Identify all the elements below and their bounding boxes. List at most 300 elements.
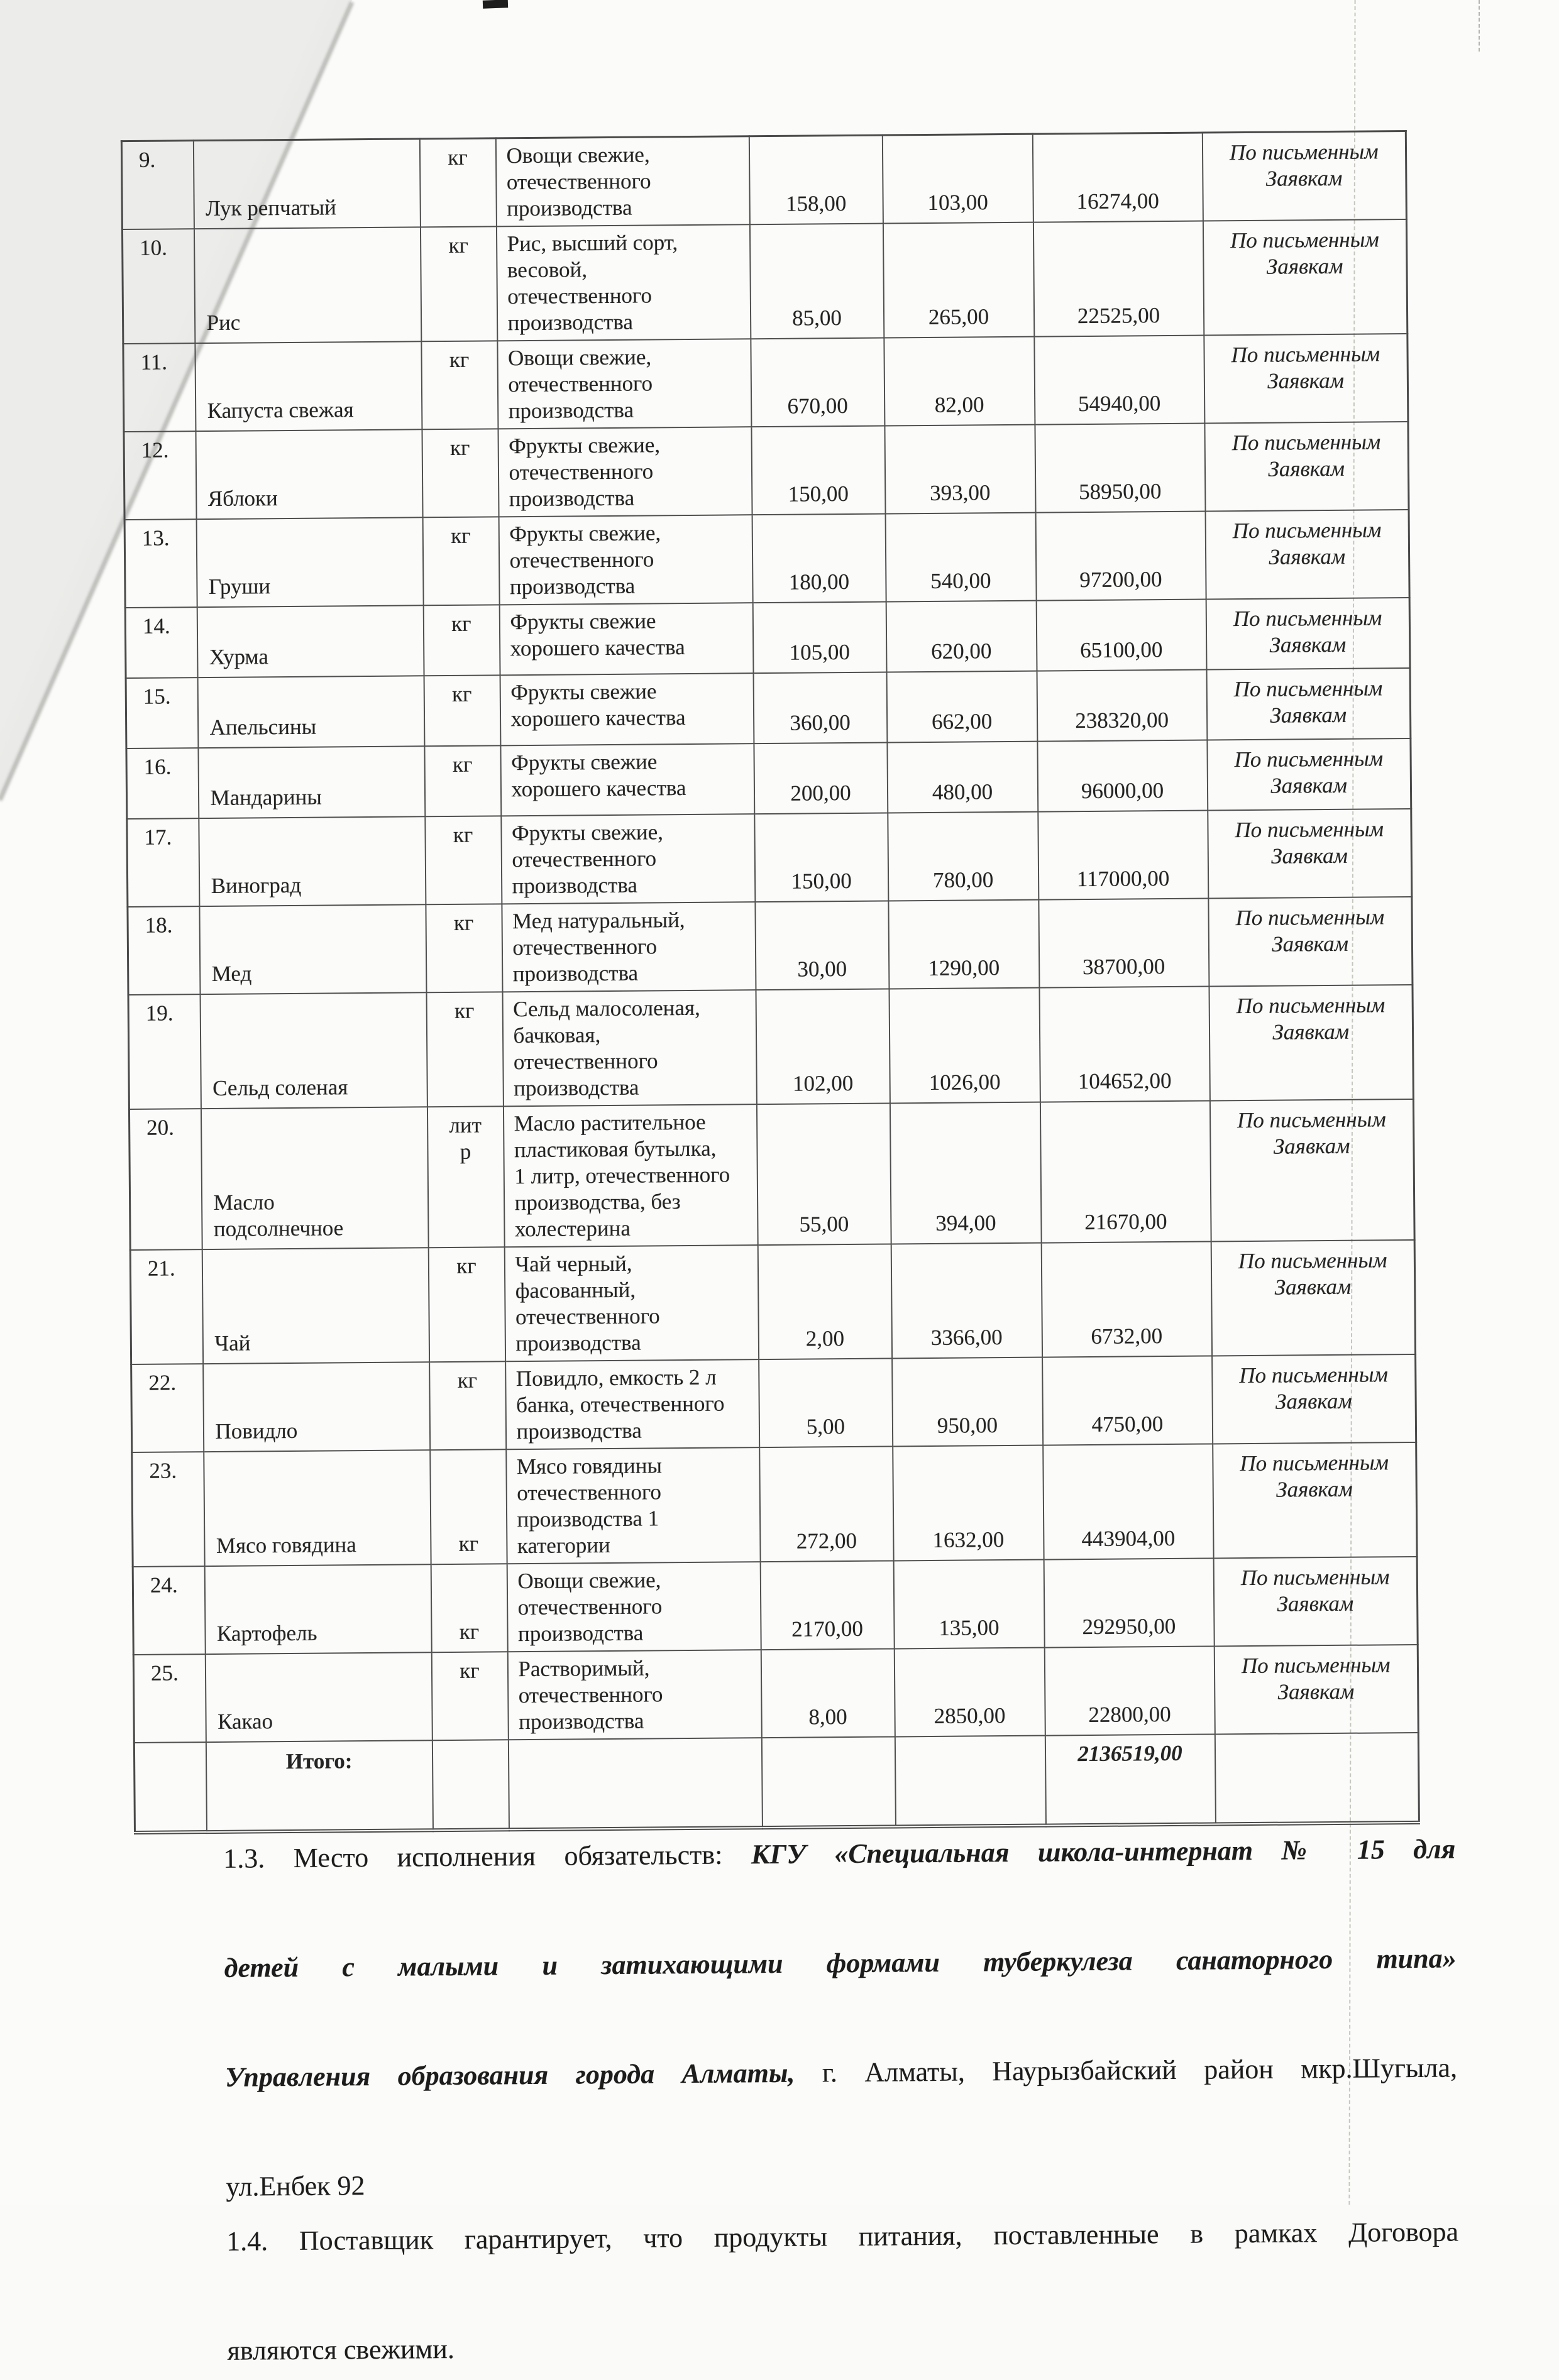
unit-cell bbox=[425, 816, 502, 904]
item-qty: 150,00 bbox=[788, 481, 849, 507]
note-line-2: Заявкам bbox=[1272, 1019, 1350, 1045]
para-line bbox=[224, 1931, 1457, 2049]
row-number: 21. bbox=[147, 1256, 175, 1281]
item-desc bbox=[506, 141, 745, 222]
desc-cell bbox=[505, 1359, 759, 1449]
item-name-cell bbox=[204, 1564, 431, 1654]
sum-cell bbox=[1042, 1356, 1213, 1445]
total-empty-note bbox=[1215, 1733, 1419, 1824]
item-name: Хурма bbox=[209, 644, 269, 669]
item-qty: 30,00 bbox=[797, 957, 847, 982]
unit-cell bbox=[430, 1449, 507, 1564]
desc-line: производства bbox=[507, 195, 632, 221]
item-qty: 670,00 bbox=[787, 393, 848, 419]
desc-cell bbox=[497, 339, 751, 429]
para-line bbox=[223, 1821, 1456, 1940]
clause-1-4 bbox=[226, 2204, 1460, 2377]
note-line-2: Заявкам bbox=[1265, 165, 1343, 191]
desc-line: производства, без bbox=[514, 1189, 681, 1215]
note-line-1: По письменным bbox=[1240, 1564, 1390, 1591]
note-line-2: Заявкам bbox=[1268, 456, 1345, 481]
item-unit: кг bbox=[448, 145, 468, 170]
desc-line: банка, отечественного bbox=[516, 1391, 725, 1418]
qty-cell bbox=[760, 1560, 894, 1650]
sum-cell bbox=[1038, 811, 1208, 900]
sum-cell bbox=[1034, 336, 1204, 425]
desc-line: Фрукты свежие, bbox=[509, 520, 661, 547]
item-name: Масло подсолнечное bbox=[213, 1190, 344, 1241]
row-number: 16. bbox=[143, 754, 172, 779]
qty-cell bbox=[754, 743, 888, 814]
item-desc bbox=[510, 607, 749, 662]
total-empty-qty bbox=[761, 1736, 895, 1828]
item-price: 620,00 bbox=[930, 639, 992, 664]
text-segment: являются свежими. bbox=[227, 2333, 455, 2366]
item-desc bbox=[511, 748, 750, 803]
row-number: 10. bbox=[140, 235, 168, 260]
item-name: Яблоки bbox=[207, 486, 278, 511]
item-qty: 2,00 bbox=[805, 1326, 845, 1351]
unit-cell bbox=[420, 226, 497, 341]
item-price: 2850,00 bbox=[934, 1703, 1006, 1728]
note-line-1: По письменным bbox=[1236, 992, 1385, 1019]
item-name-cell bbox=[204, 1450, 431, 1566]
desc-cell bbox=[503, 1104, 757, 1247]
note-line-2: Заявкам bbox=[1277, 1591, 1354, 1616]
row-number: 14. bbox=[142, 613, 170, 639]
item-price: 103,00 bbox=[927, 190, 988, 215]
qty-cell bbox=[751, 338, 884, 427]
item-unit: кг bbox=[448, 233, 469, 258]
note-cell bbox=[1204, 334, 1408, 424]
note-cell bbox=[1208, 809, 1412, 899]
item-desc bbox=[516, 1364, 755, 1445]
unit-cell bbox=[419, 138, 496, 227]
item-name: Повидло bbox=[215, 1418, 298, 1444]
desc-cell bbox=[507, 1562, 761, 1652]
table-row bbox=[128, 985, 1413, 1109]
item-name-cell bbox=[205, 1652, 432, 1742]
row-number-cell bbox=[126, 748, 199, 819]
note-cell bbox=[1203, 219, 1407, 336]
desc-line: производства bbox=[508, 397, 634, 424]
table-row bbox=[132, 1442, 1417, 1567]
item-name: Капуста свежая bbox=[207, 397, 354, 423]
item-name: Чай bbox=[214, 1330, 251, 1356]
unit-cell bbox=[423, 605, 500, 676]
item-name-cell bbox=[193, 139, 420, 229]
desc-line: производства bbox=[512, 960, 639, 987]
note-line-1: По письменным bbox=[1231, 341, 1380, 368]
table-row bbox=[131, 1354, 1416, 1452]
item-sum: 6732,00 bbox=[1091, 1324, 1163, 1349]
item-qty: 360,00 bbox=[790, 710, 851, 735]
unit-cell bbox=[429, 1361, 506, 1450]
item-sum: 21670,00 bbox=[1084, 1209, 1167, 1235]
desc-line: отечественного bbox=[509, 547, 654, 573]
desc-line: отечественного bbox=[513, 1048, 658, 1075]
sum-cell bbox=[1044, 1646, 1215, 1735]
item-desc bbox=[509, 431, 747, 512]
row-number-cell bbox=[123, 343, 196, 432]
desc-line: производства bbox=[517, 1620, 644, 1647]
note-line-2: Заявкам bbox=[1270, 702, 1347, 728]
item-desc bbox=[517, 1452, 756, 1559]
item-price: 3366,00 bbox=[930, 1325, 1003, 1350]
item-qty: 200,00 bbox=[790, 780, 851, 806]
unit-cell bbox=[431, 1564, 507, 1652]
desc-line: Овощи свежие, bbox=[507, 344, 652, 371]
row-number-cell bbox=[126, 677, 198, 749]
item-desc bbox=[513, 994, 752, 1102]
table-row bbox=[124, 510, 1409, 608]
sum-cell bbox=[1037, 670, 1207, 742]
text-segment: 1.3. Место исполнения обязательств: bbox=[223, 1839, 752, 1874]
desc-cell bbox=[500, 743, 754, 816]
qty-cell bbox=[753, 672, 887, 744]
item-name-cell bbox=[199, 904, 426, 994]
item-name-cell bbox=[197, 605, 424, 677]
row-number: 15. bbox=[143, 684, 171, 709]
desc-cell bbox=[507, 1650, 761, 1740]
desc-line: отечественного bbox=[508, 371, 653, 397]
desc-line: отечественного bbox=[512, 934, 658, 960]
item-qty: 158,00 bbox=[785, 191, 847, 216]
table-row bbox=[124, 422, 1409, 520]
price-cell bbox=[883, 222, 1033, 338]
item-qty: 2170,00 bbox=[791, 1616, 864, 1642]
row-number: 24. bbox=[150, 1572, 178, 1598]
total-empty-num bbox=[134, 1742, 206, 1833]
note-line-1: По письменным bbox=[1239, 1362, 1389, 1388]
note-line-1: По письменным bbox=[1233, 676, 1383, 702]
desc-line: пластиковая бутылка, bbox=[514, 1136, 717, 1163]
total-sum: 2136519,00 bbox=[1077, 1740, 1182, 1767]
item-name: Мясо говядина bbox=[216, 1532, 357, 1558]
note-line-1: По письменным bbox=[1235, 904, 1385, 931]
note-line-2: Заявкам bbox=[1277, 1679, 1355, 1704]
note-line-2: Заявкам bbox=[1275, 1388, 1352, 1414]
desc-line: отечественного bbox=[509, 459, 654, 485]
unit-cell bbox=[421, 341, 498, 429]
item-name: Картофель bbox=[216, 1620, 317, 1646]
item-qty: 150,00 bbox=[791, 868, 852, 894]
item-name: Мандарины bbox=[210, 784, 322, 810]
item-price: 950,00 bbox=[937, 1413, 998, 1438]
row-number-cell bbox=[133, 1654, 206, 1743]
unit-cell bbox=[426, 904, 502, 992]
item-name-cell bbox=[196, 517, 423, 607]
unit-cell bbox=[427, 1106, 504, 1248]
note-line-2: Заявкам bbox=[1270, 772, 1348, 798]
total-empty-desc bbox=[508, 1738, 762, 1829]
note-cell bbox=[1208, 897, 1413, 987]
sum-cell bbox=[1035, 424, 1205, 513]
qty-cell bbox=[757, 1244, 891, 1359]
note-line-2: Заявкам bbox=[1266, 253, 1343, 279]
price-cell bbox=[893, 1560, 1044, 1649]
row-number-cell bbox=[130, 1249, 202, 1364]
total-label: Итого: bbox=[285, 1748, 353, 1774]
sum-cell bbox=[1041, 1241, 1211, 1357]
price-cell bbox=[893, 1445, 1044, 1561]
para-line bbox=[226, 2149, 1458, 2213]
qty-cell bbox=[759, 1446, 893, 1562]
item-name-cell bbox=[201, 1107, 428, 1249]
products-table bbox=[121, 130, 1420, 1834]
item-price: 394,00 bbox=[935, 1210, 996, 1236]
desc-line: отечественного bbox=[517, 1479, 662, 1506]
qty-cell bbox=[756, 989, 890, 1105]
para-line bbox=[225, 2040, 1458, 2159]
price-cell bbox=[890, 1102, 1041, 1244]
row-number: 9. bbox=[138, 147, 156, 172]
item-price: 780,00 bbox=[932, 867, 994, 892]
item-sum: 97200,00 bbox=[1079, 567, 1162, 593]
item-unit: кг bbox=[453, 910, 474, 935]
table-row bbox=[133, 1557, 1418, 1655]
item-price: 480,00 bbox=[932, 779, 993, 804]
item-name-cell bbox=[198, 746, 425, 818]
item-qty: 105,00 bbox=[789, 639, 851, 665]
row-number-cell bbox=[125, 607, 197, 678]
qty-cell bbox=[749, 224, 883, 339]
sum-cell bbox=[1039, 987, 1209, 1102]
table-row bbox=[123, 334, 1408, 432]
table-row bbox=[130, 1240, 1415, 1364]
item-name-cell bbox=[199, 816, 426, 906]
price-cell bbox=[892, 1357, 1043, 1447]
note-cell bbox=[1205, 510, 1409, 600]
item-sum: 16274,00 bbox=[1076, 189, 1159, 214]
note-cell bbox=[1206, 598, 1410, 670]
desc-line: хорошего качества bbox=[511, 776, 686, 802]
desc-line: Фрукты свежие, bbox=[509, 432, 661, 459]
desc-line: Овощи свежие, bbox=[506, 142, 650, 168]
qty-cell bbox=[752, 602, 886, 674]
row-number-cell bbox=[132, 1452, 204, 1567]
row-number: 13. bbox=[141, 525, 170, 551]
text-segment: Управления образования города Алматы, bbox=[224, 2057, 795, 2093]
desc-cell bbox=[496, 224, 750, 341]
qty-cell bbox=[754, 813, 888, 902]
item-name-cell bbox=[203, 1362, 430, 1452]
item-desc bbox=[507, 229, 746, 336]
row-number-cell bbox=[131, 1364, 204, 1452]
desc-cell bbox=[495, 136, 749, 227]
item-desc bbox=[512, 818, 751, 899]
desc-line: Фрукты свежие, bbox=[511, 820, 664, 846]
unit-cell bbox=[428, 1247, 505, 1362]
text-segment: КГУ «Специальная школа-интернат № 15 для bbox=[751, 1833, 1456, 1870]
item-name-cell bbox=[200, 992, 427, 1109]
desc-cell bbox=[502, 902, 756, 992]
row-number: 11. bbox=[140, 349, 168, 375]
desc-line: Овощи свежие, bbox=[517, 1567, 661, 1594]
unit-cell bbox=[424, 675, 500, 746]
qty-cell bbox=[761, 1648, 895, 1738]
table-row bbox=[129, 1099, 1414, 1250]
item-unit: кг bbox=[460, 1658, 480, 1683]
desc-line: Повидло, емкость 2 л bbox=[515, 1364, 717, 1391]
price-cell bbox=[884, 337, 1035, 426]
note-line-2: Заявкам bbox=[1267, 368, 1345, 393]
row-number: 23. bbox=[149, 1458, 177, 1483]
item-sum: 22525,00 bbox=[1077, 303, 1160, 329]
item-qty: 102,00 bbox=[792, 1070, 854, 1096]
desc-cell bbox=[501, 814, 755, 904]
item-price: 662,00 bbox=[931, 709, 993, 734]
note-cell bbox=[1212, 1354, 1416, 1444]
item-sum: 117000,00 bbox=[1076, 865, 1170, 892]
total-empty-unit bbox=[432, 1740, 509, 1830]
row-number: 18. bbox=[145, 913, 173, 938]
desc-line: производства bbox=[516, 1418, 642, 1444]
items-tbody bbox=[121, 131, 1418, 1743]
table-row bbox=[128, 897, 1413, 995]
note-line-1: По письменным bbox=[1230, 227, 1379, 253]
sum-cell bbox=[1044, 1558, 1214, 1647]
note-line-2: Заявкам bbox=[1274, 1274, 1352, 1300]
desc-line: производства 1 bbox=[517, 1506, 659, 1532]
item-name: Какао bbox=[217, 1709, 273, 1734]
text-segment: 1.4. Поставщик гарантирует, что продукты питания, поставленные в рамках Договора bbox=[226, 2216, 1459, 2257]
item-unit: кг bbox=[457, 1368, 478, 1393]
note-line-2: Заявкам bbox=[1272, 931, 1349, 957]
sum-cell bbox=[1038, 899, 1209, 988]
desc-line: производства bbox=[509, 485, 635, 512]
note-cell bbox=[1206, 668, 1411, 740]
desc-line: фасованный, bbox=[515, 1277, 636, 1303]
sum-cell bbox=[1033, 221, 1203, 337]
item-sum: 4750,00 bbox=[1091, 1412, 1164, 1437]
row-number-cell bbox=[128, 994, 201, 1109]
desc-line: Рис, высший сорт, bbox=[507, 230, 678, 256]
sum-cell bbox=[1037, 740, 1208, 812]
item-qty: 55,00 bbox=[799, 1212, 849, 1237]
desc-cell bbox=[500, 673, 754, 745]
item-name: Сельд соленая bbox=[212, 1075, 348, 1100]
item-desc bbox=[518, 1654, 757, 1735]
item-price: 265,00 bbox=[928, 304, 989, 329]
note-line-1: По письменным bbox=[1229, 139, 1379, 165]
item-unit: лит р bbox=[449, 1112, 482, 1164]
note-line-1: По письменным bbox=[1231, 429, 1381, 456]
text-segment: г. Алматы, Наурызбайский район мкр.Шугыла, bbox=[795, 2052, 1458, 2088]
item-name: Мед bbox=[211, 961, 252, 986]
note-line-1: По письменным bbox=[1240, 1450, 1389, 1476]
price-cell bbox=[887, 742, 1038, 813]
para-line bbox=[226, 2204, 1459, 2323]
row-number-cell bbox=[129, 1109, 202, 1250]
item-desc bbox=[508, 343, 747, 424]
desc-line: производства bbox=[518, 1708, 644, 1735]
item-unit: кг bbox=[459, 1619, 480, 1644]
item-name-cell bbox=[196, 429, 422, 519]
item-name-cell bbox=[194, 227, 421, 343]
desc-line: Масло растительное bbox=[514, 1109, 706, 1136]
row-number-cell bbox=[133, 1566, 205, 1655]
note-cell bbox=[1213, 1557, 1418, 1647]
unit-cell bbox=[424, 745, 501, 816]
desc-line: Фрукты свежие bbox=[510, 749, 658, 776]
item-name-cell bbox=[195, 341, 422, 431]
row-number: 19. bbox=[145, 1001, 174, 1026]
row-number: 22. bbox=[148, 1370, 177, 1395]
price-cell bbox=[888, 900, 1039, 989]
row-number-cell bbox=[124, 431, 196, 520]
item-sum: 54940,00 bbox=[1077, 391, 1161, 417]
desc-line: Мед натуральный, bbox=[512, 908, 685, 934]
desc-cell bbox=[506, 1447, 760, 1564]
item-desc bbox=[517, 1566, 756, 1647]
item-unit: кг bbox=[456, 1253, 477, 1278]
item-unit: кг bbox=[453, 822, 473, 847]
qty-cell bbox=[752, 514, 886, 603]
item-sum: 96000,00 bbox=[1081, 778, 1164, 804]
unit-cell bbox=[431, 1652, 508, 1740]
item-desc bbox=[510, 677, 749, 732]
item-qty: 85,00 bbox=[792, 305, 842, 331]
table-row bbox=[122, 219, 1407, 344]
note-line-1: По письменным bbox=[1241, 1652, 1391, 1679]
item-unit: кг bbox=[458, 1531, 479, 1556]
item-desc bbox=[509, 519, 748, 600]
unit-cell bbox=[422, 517, 499, 605]
item-desc bbox=[514, 1109, 753, 1242]
note-cell bbox=[1207, 738, 1411, 811]
desc-line: категории bbox=[517, 1533, 610, 1559]
item-price: 135,00 bbox=[939, 1615, 1000, 1640]
price-cell bbox=[891, 1243, 1042, 1359]
row-number-cell bbox=[124, 519, 197, 608]
desc-line: хорошего качества bbox=[510, 705, 686, 732]
unit-cell bbox=[422, 429, 499, 517]
price-cell bbox=[889, 988, 1040, 1104]
item-name-cell bbox=[202, 1248, 429, 1364]
desc-line: 1 литр, отечественного bbox=[514, 1162, 730, 1189]
desc-line: производства bbox=[507, 309, 634, 336]
item-sum: 443904,00 bbox=[1081, 1525, 1176, 1552]
para-line bbox=[227, 2313, 1460, 2377]
note-cell bbox=[1209, 1099, 1414, 1242]
qty-cell bbox=[759, 1358, 893, 1447]
qty-cell bbox=[751, 426, 885, 515]
item-price: 1290,00 bbox=[928, 955, 1000, 981]
text-segment: ул.Енбек 92 bbox=[226, 2170, 365, 2202]
table-row bbox=[133, 1645, 1418, 1743]
note-line-2: Заявкам bbox=[1269, 544, 1346, 569]
row-number: 20. bbox=[146, 1115, 175, 1140]
item-price: 540,00 bbox=[930, 568, 991, 593]
note-cell bbox=[1214, 1645, 1418, 1735]
note-line-1: По письменным bbox=[1238, 1248, 1387, 1274]
price-cell bbox=[882, 134, 1033, 223]
desc-line: Растворимый, bbox=[518, 1655, 650, 1682]
item-price: 82,00 bbox=[934, 392, 984, 417]
item-sum: 58950,00 bbox=[1079, 479, 1162, 505]
item-unit: кг bbox=[452, 752, 473, 777]
note-line-2: Заявкам bbox=[1269, 632, 1347, 657]
item-sum: 38700,00 bbox=[1082, 954, 1165, 980]
item-price: 393,00 bbox=[930, 480, 991, 505]
sum-cell bbox=[1035, 512, 1206, 601]
note-line-2: Заявкам bbox=[1273, 1133, 1350, 1159]
desc-line: отечественного bbox=[512, 846, 657, 872]
desc-line: отечественного bbox=[507, 283, 653, 309]
item-name: Апельсины bbox=[209, 714, 317, 740]
qty-cell bbox=[749, 135, 883, 224]
